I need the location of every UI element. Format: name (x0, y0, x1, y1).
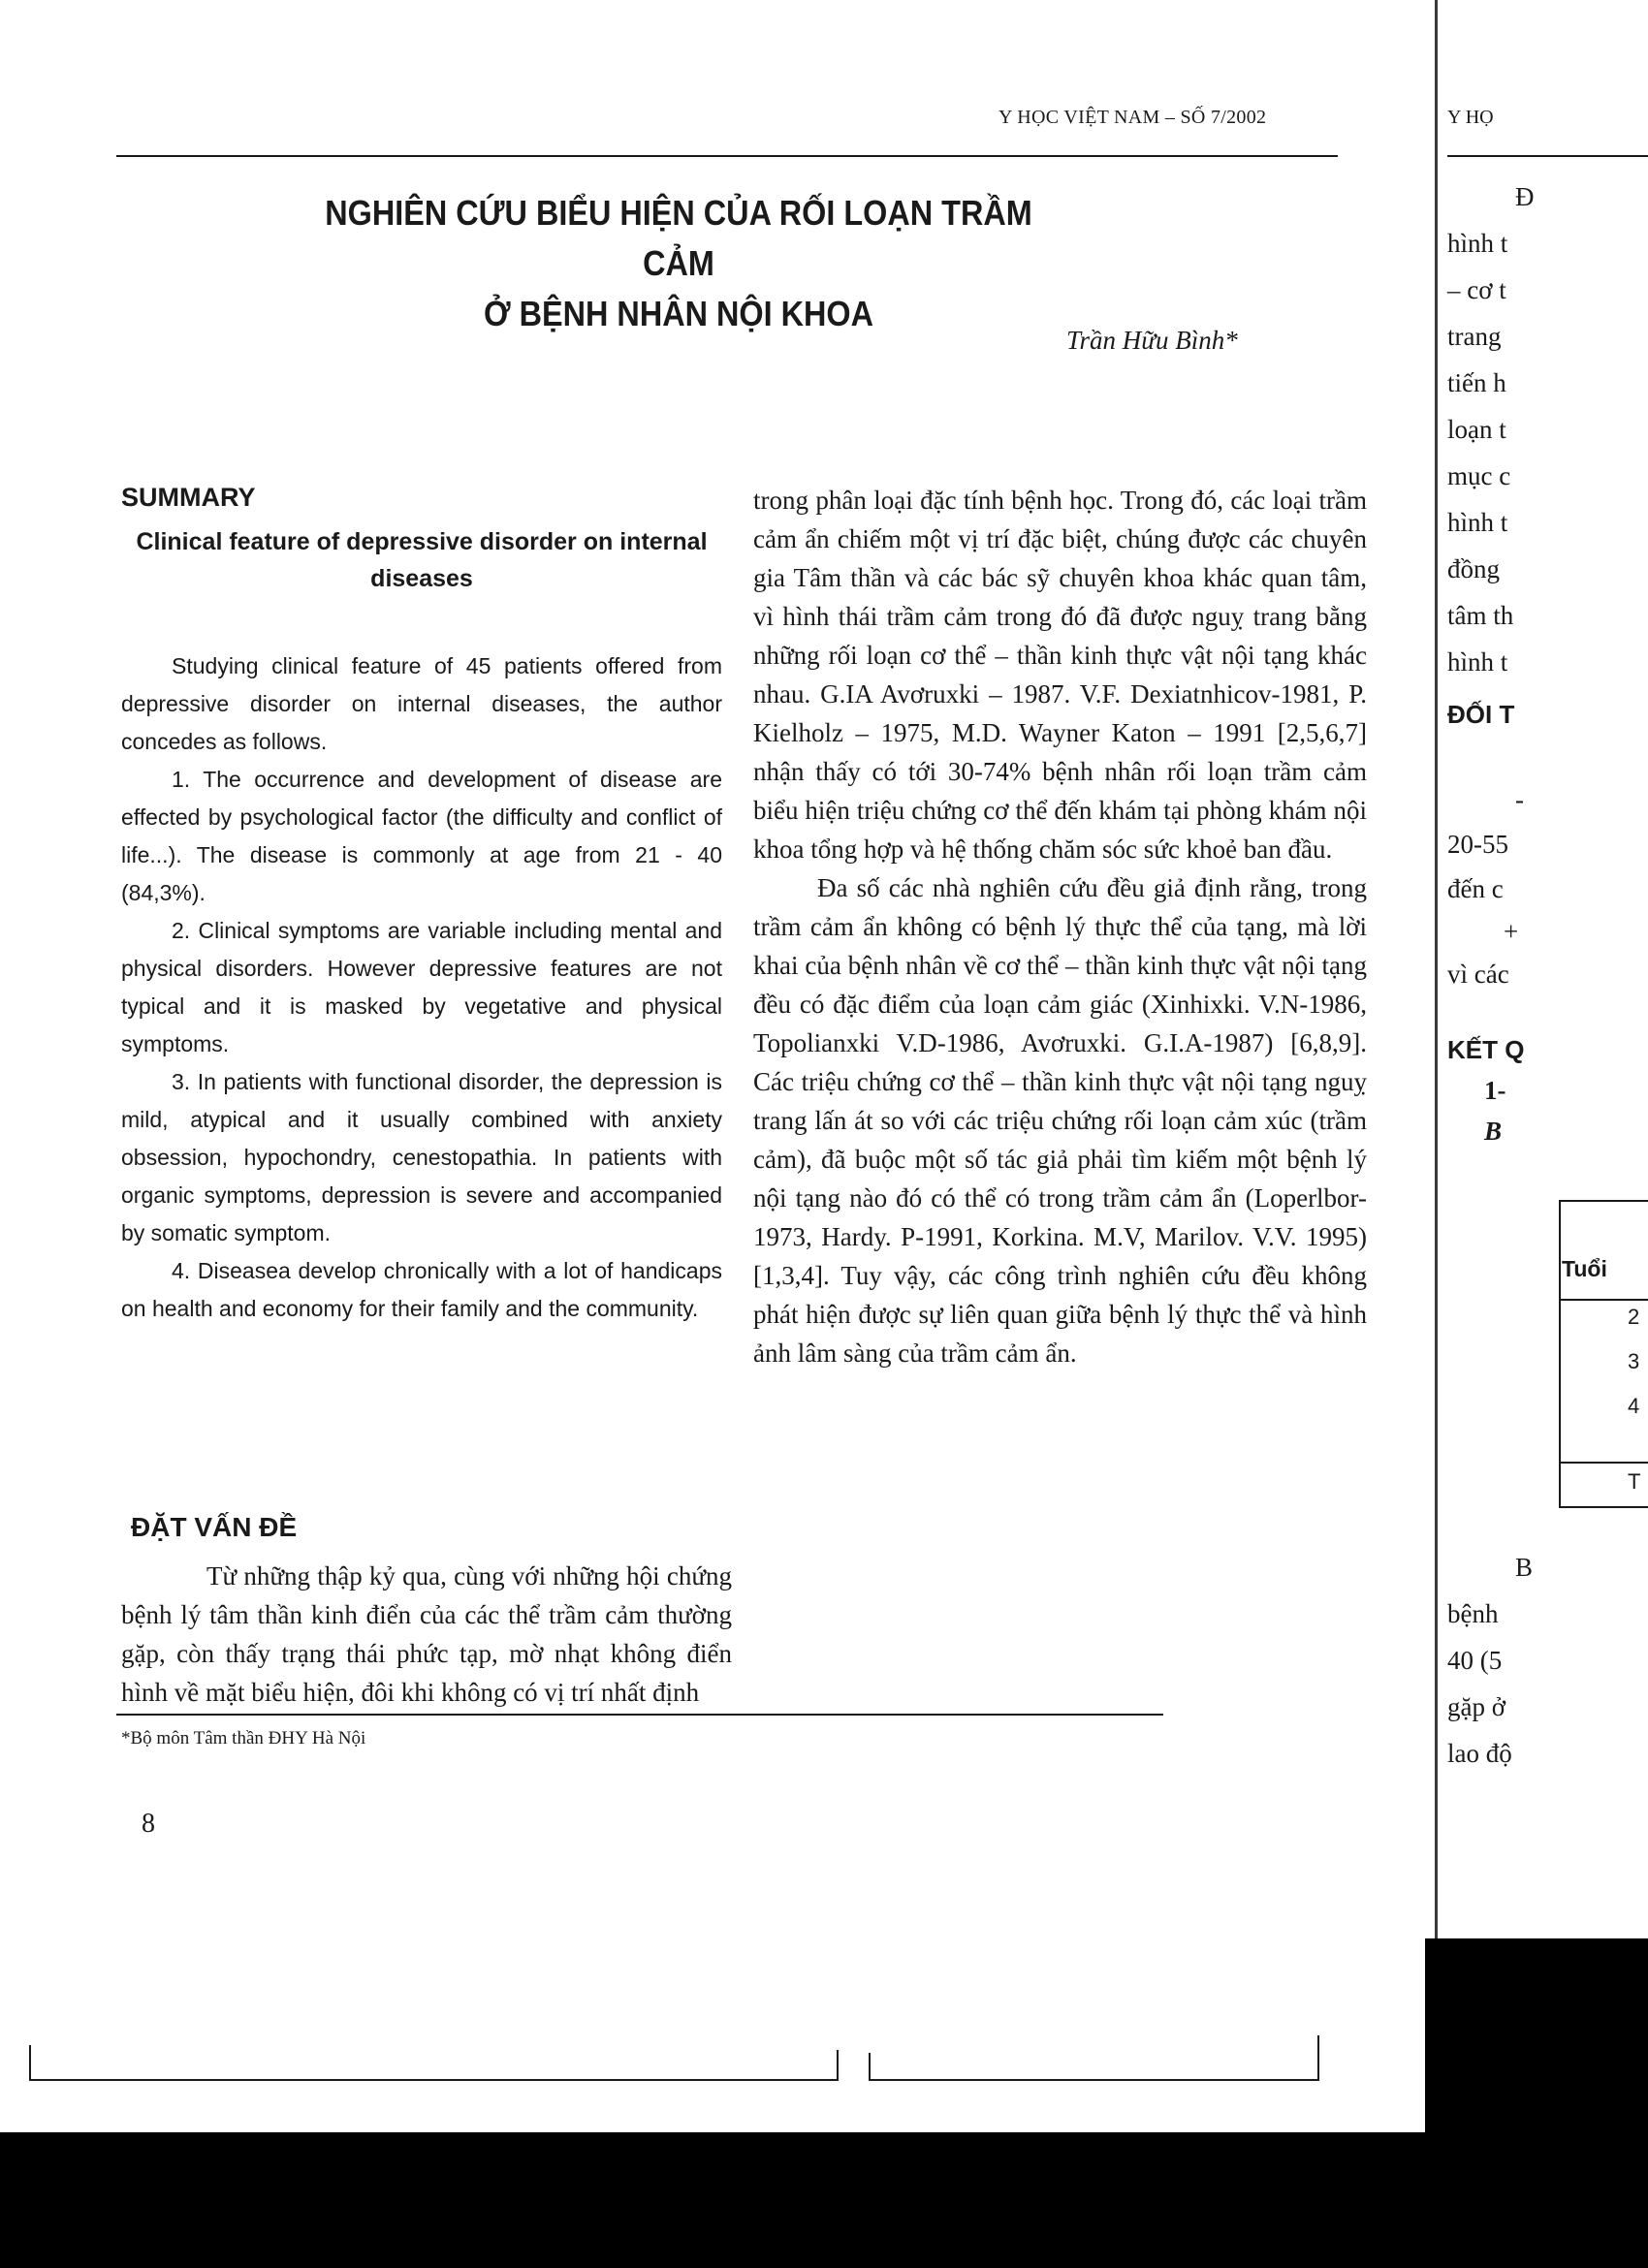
intro-body (121, 1557, 732, 1712)
page-edge-tick-right-b (1317, 2035, 1319, 2080)
next-page-mid-line: + (1504, 917, 1519, 946)
table-top-rule (1559, 1200, 1648, 1202)
page-number: 8 (142, 1809, 155, 1839)
next-page-line: tâm th (1447, 601, 1514, 630)
next-page-line: đồng (1447, 554, 1500, 583)
table-total-rule (1559, 1462, 1648, 1464)
next-page-bottom-line: 40 (5 (1447, 1646, 1503, 1675)
next-page-sub-line: B (1484, 1117, 1503, 1146)
summary-heading: SUMMARY (121, 483, 256, 512)
summary-point-4: 4. Diseasea develop chronically with a lot of handicaps on health and economy for their family and the community. (121, 1258, 722, 1321)
page-edge-tick-left-a (29, 2045, 31, 2080)
table-cell: 3 (1628, 1349, 1640, 1373)
right-paragraph-1: trong phân loại đặc tính bệnh học. Trong đó, các loại trầm cảm ẩn chiếm một vị trí đặc biệt, chúng được các chuyên gia Tâm thần và các bác sỹ chuyên khoa khác quan tâm, vì hình thái trầm cảm trong đó đã được nguỵ trang bằng những rối loạn cơ thể – thần kinh thực vật nội tạng khác nhau. G.IA Avơruxki – 1987. V.F. Dexiatnhicov-1981, P. Kielholz – 1975, M.D. Wayner Katon – 1991 [2,5,6,7] nhận thấy có tới 30-74% bệnh nhân rối loạn trầm cảm biểu hiện triệu chứng cơ thể đến khám tại phòng khám nội khoa tổng hợp và hệ thống chăm sóc sức khoẻ ban đầu. (753, 486, 1367, 864)
next-page-line: tiến h (1447, 368, 1506, 397)
next-page-mid-line: 20-55 (1447, 830, 1508, 859)
next-page-header-rule (1447, 155, 1648, 157)
next-page-bottom-line: lao độ (1447, 1739, 1512, 1768)
next-page-heading-2: KẾT Q (1447, 1035, 1525, 1064)
next-page-sub-line: 1- (1484, 1076, 1506, 1105)
next-page-mid-line: - (1515, 785, 1524, 814)
next-page-bottom-line: bệnh (1447, 1599, 1499, 1628)
page-edge-tick-right-a (869, 2053, 871, 2080)
next-page-bottom-line: B (1515, 1553, 1534, 1582)
title-line-1: NGHIÊN CỨU BIỂU HIỆN CỦA RỐI LOẠN TRẦM CẢM (325, 193, 1032, 283)
next-page-mid-line: đến c (1447, 874, 1504, 903)
summary-subtitle: Clinical feature of depressive disorder on internal diseases (136, 528, 708, 592)
summary-point-2: 2. Clinical symptoms are variable including mental and physical disorders. However depressive features are not typical and it is masked by vegetative and physical symptoms. (121, 918, 722, 1056)
next-page-header: Y HỌ (1447, 107, 1494, 128)
next-page-line: hình t (1447, 647, 1508, 677)
page-edge-tick-left-b (837, 2050, 839, 2080)
title-line-2: Ở BỆNH NHÂN NỘI KHOA (483, 294, 874, 333)
summary-point-3: 3. In patients with functional disorder, the depression is mild, atypical and it usually combined with anxiety obsession, hypochondry, cenestopathia. In patients with organic symptoms, depression is severe and accompanied by somatic symptom. (121, 1069, 722, 1245)
table-bottom-rule (1559, 1506, 1648, 1508)
next-page-line: Đ (1515, 182, 1535, 211)
article-title (286, 188, 1071, 339)
table-header-rule (1559, 1299, 1648, 1301)
table-header-age: Tuổi (1562, 1256, 1607, 1281)
author: Trần Hữu Bình* (1066, 326, 1238, 355)
right-paragraph-2: Đa số các nhà nghiên cứu đều giả định rằng, trong trầm cảm ẩn không có bệnh lý thực thể của tạng, mà lời khai của bệnh nhân về cơ thể – thần kinh thực vật nội tạng đều có đặc điểm của loạn cảm giác (Xinhixki. V.N-1986, Topolianxki V.D-1986, Avơruxki. G.I.A-1987) [6,8,9]. Các triệu chứng cơ thể – thần kinh thực vật nội tạng nguỵ trang lấn át so với các triệu chứng rối loạn cảm xúc (trầm cảm), đã buộc một số tác giả phải tìm kiếm một bệnh lý nội tạng nào đó có thể có trong trầm cảm ẩn (Loperlbor-1973, Hardy. P-1991, Korkina. M.V, Marilov. V.V. 1995) [1,3,4]. Tuy vậy, các công trình nghiên cứu đều không phát hiện được sự liên quan giữa bệnh lý thực thể và hình ảnh lâm sàng của trầm cảm ẩn. (753, 873, 1367, 1368)
journal-header: Y HỌC VIỆT NAM – SỐ 7/2002 (998, 107, 1267, 128)
right-column (753, 481, 1367, 1372)
page-edge-line-left (29, 2079, 839, 2081)
table-cell: 4 (1628, 1394, 1640, 1418)
next-page-line: trang (1447, 322, 1502, 351)
summary-body (121, 647, 722, 1328)
page-edge-line-right (869, 2079, 1319, 2081)
intro-heading: ĐẶT VẤN ĐỀ (131, 1512, 298, 1542)
next-page-line: – cơ t (1447, 275, 1506, 304)
table-cell: T (1628, 1469, 1641, 1494)
scan-shadow-bottom (0, 2132, 1648, 2268)
next-page-line: hình t (1447, 229, 1508, 258)
next-page-mid-line: vì các (1447, 960, 1509, 989)
next-page-line: hình t (1447, 508, 1508, 537)
next-page-line: loạn t (1447, 415, 1506, 444)
scan-shadow-corner (1425, 1938, 1648, 2142)
next-page-line: mục c (1447, 461, 1511, 490)
intro-paragraph-1: Từ những thập kỷ qua, cùng với những hội chứng bệnh lý tâm thần kinh điển của các thể trầm cảm thường gặp, còn thấy trạng thái phức tạp, mờ nhạt không điển hình về mặt biểu hiện, đôi khi không có vị trí nhất định (121, 1561, 732, 1707)
next-page-fragment (1438, 0, 1648, 2268)
next-page-heading-1: ĐỐI T (1447, 700, 1515, 729)
table-cell: 2 (1628, 1305, 1640, 1329)
summary-intro: Studying clinical feature of 45 patients offered from depressive disorder on internal diseases, the author concedes as follows. (121, 653, 722, 754)
footnote-rule (116, 1714, 1163, 1716)
footnote: *Bộ môn Tâm thần ĐHY Hà Nội (121, 1728, 366, 1748)
header-rule (116, 155, 1338, 157)
summary-point-1: 1. The occurrence and development of disease are effected by psychological factor (the difficulty and conflict of life...). The disease is commonly at age from 21 - 40 (84,3%). (121, 767, 722, 905)
next-page-bottom-line: gặp ở (1447, 1692, 1506, 1721)
